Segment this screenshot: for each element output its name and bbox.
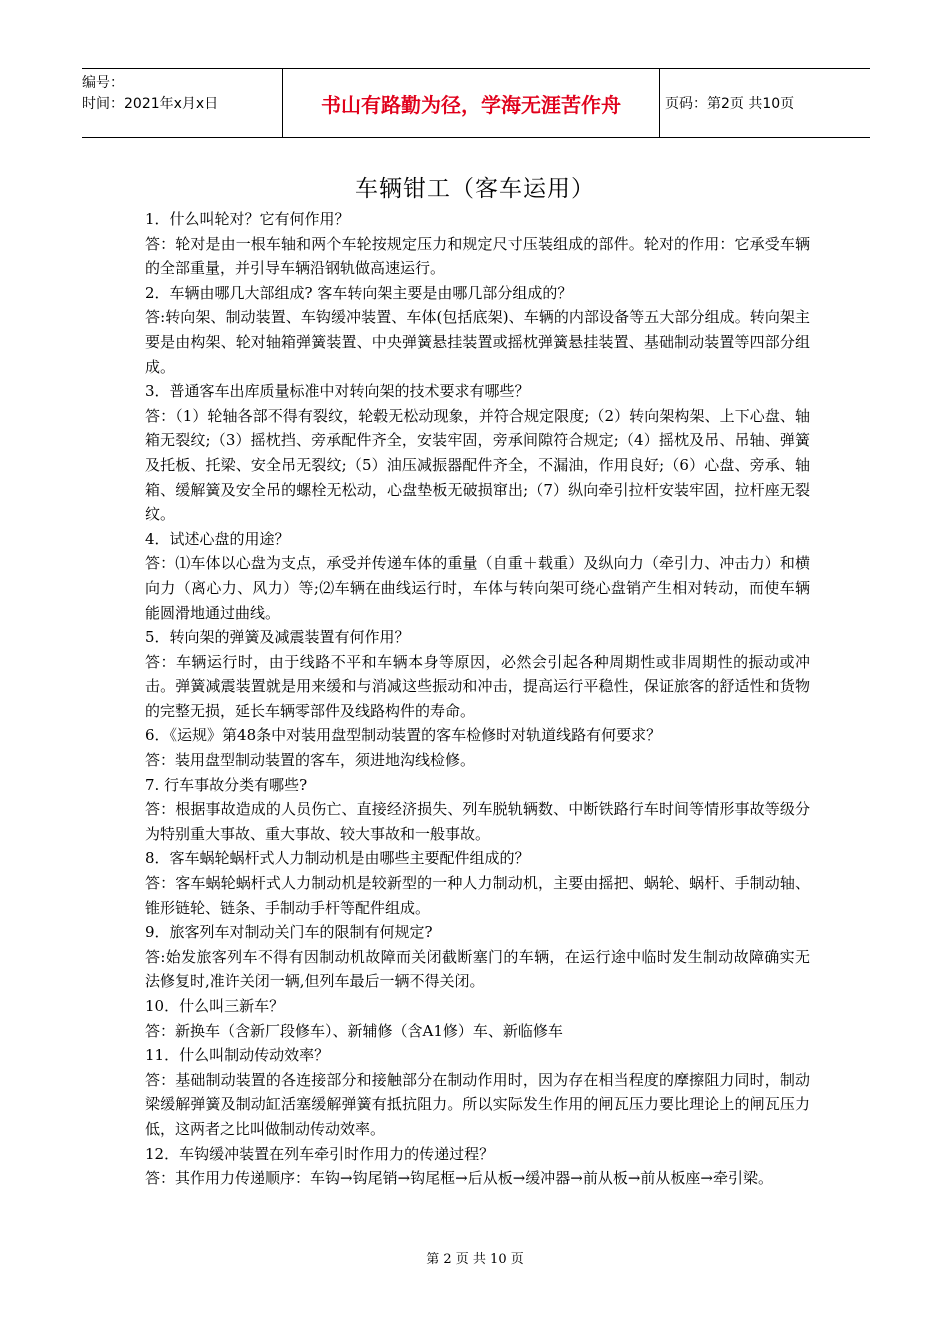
paragraph: 11．什么叫制动传动效率？ bbox=[145, 1046, 330, 1065]
paragraph: 答：轮对是由一根车轴和两个车轮按规定压力和规定尺寸压装组成的部件。轮对的作用：它承受车辆的全部重量，并引导车辆沿钢轨做高速运行。 bbox=[145, 234, 810, 278]
paragraph: 12．车钩缓冲装置在列车牵引时作用力的传递过程？ bbox=[145, 1144, 495, 1163]
paragraph: 1．什么叫轮对？它有何作用？ bbox=[145, 210, 350, 228]
paragraph: 答：（1）轮轴各部不得有裂纹，轮毂无松动现象，并符合规定限度;（2）转向架构架、上下心盘、轴箱无裂纹;（3）摇枕挡、旁承配件齐全，安装牢固，旁承间隙符合规定;（4）摇枕及吊、吊轴、弹簧及托板、托梁、安全吊无裂纹;（5）油压减振器配件齐全，不漏油，作用良好;（6）心盘、旁承、轴箱、缓解簧及安全吊的螺栓无松动，心盘垫板无破损窜出;（7）纵向牵引拉杆安装牢固，拉杆座无裂纹。 bbox=[145, 406, 810, 524]
paragraph: 答：车辆运行时，由于线路不平和车辆本身等原因，必然会引起各种周期性或非周期性的振动或冲击。弹簧减震装置就是用来缓和与消减这些振动和冲击，提高运行平稳性，保证旅客的舒适性和货物的完整无损，延长车辆零部件及线路构件的寿命。 bbox=[145, 652, 810, 720]
paragraph: 7. 行车事故分类有哪些? bbox=[145, 775, 308, 794]
paragraph: 10．什么叫三新车？ bbox=[145, 997, 285, 1015]
paragraph: 答：装用盘型制动装置的客车，须进地沟线检修。 bbox=[145, 751, 476, 770]
paragraph: 答：基础制动装置的各连接部分和接触部分在制动作用时，因为存在相当程度的摩擦阻力同时，制动梁缓解弹簧及制动缸活塞缓解弹簧有抵抗阻力。所以实际发生作用的闸瓦压力要比理论上的闸瓦压力低，这两者之比叫做制动传动效率。 bbox=[145, 1070, 810, 1138]
document-number-label: 编号： bbox=[82, 75, 124, 91]
paragraph: 3．普通客车出库质量标准中对转向架的技术要求有哪些？ bbox=[145, 382, 530, 401]
document-body bbox=[145, 207, 810, 1191]
paragraph: 答：新换车（含新厂段修车）、新辅修（含A1修）车、新临修车 bbox=[145, 1021, 563, 1040]
page-footer: 第 2 页 共 10 页 bbox=[426, 1252, 524, 1267]
document-header bbox=[82, 68, 870, 138]
paragraph: 6．《运规》第48条中对装用盘型制动装置的客车检修时对轨道线路有何要求？ bbox=[145, 726, 662, 745]
header-motto: 书山有路勤为径，学海无涯苦作舟 bbox=[282, 69, 660, 137]
page-title: 车辆钳工（客车运用） bbox=[355, 176, 595, 202]
document-date-label: 时间：2021年x月x日 bbox=[82, 96, 219, 112]
paragraph: 8．客车蜗轮蜗杆式人力制动机是由哪些主要配件组成的？ bbox=[145, 849, 530, 868]
paragraph: 答:始发旅客列车不得有因制动机故障而关闭截断塞门的车辆，在运行途中临时发生制动故障确实无法修复时,准许关闭一辆,但列车最后一辆不得关闭。 bbox=[145, 947, 810, 991]
paragraph: 答：客车蜗轮蜗杆式人力制动机是较新型的一种人力制动机，主要由摇把、蜗轮、蜗杆、手制动轴、锥形链轮、链条、手制动手杆等配件组成。 bbox=[145, 874, 810, 917]
paragraph: 9．旅客列车对制动关门车的限制有何规定? bbox=[145, 923, 433, 942]
header-page-label: 页码：第2页 共10页 bbox=[665, 96, 795, 112]
paragraph: 答：根据事故造成的人员伤亡、直接经济损失、列车脱轨辆数、中断铁路行车时间等情形事故等级分为特别重大事故、重大事故、较大事故和一般事故。 bbox=[145, 800, 810, 843]
paragraph: 2．车辆由哪几大部组成? 客车转向架主要是由哪几部分组成的？ bbox=[145, 283, 573, 302]
paragraph: 4．试述心盘的用途？ bbox=[145, 529, 290, 548]
paragraph: 答：⑴车体以心盘为支点，承受并传递车体的重量（自重＋载重）及纵向力（牵引力、冲击力）和横向力（离心力、风力）等;⑵车辆在曲线运行时，车体与转向架可绕心盘销产生相对转动，而使车辆能圆滑地通过曲线。 bbox=[145, 554, 810, 622]
paragraph: 答：其作用力传递顺序：车钩→钩尾销→钩尾框→后从板→缓冲器→前从板→前从板座→牵引梁。 bbox=[145, 1169, 773, 1188]
paragraph: 5．转向架的弹簧及减震装置有何作用？ bbox=[145, 628, 410, 647]
paragraph: 答:转向架、制动装置、车钩缓冲装置、车体(包括底架)、车辆的内部设备等五大部分组成。转向架主要是由构架、轮对轴箱弹簧装置、中央弹簧悬挂装置或摇枕弹簧悬挂装置、基础制动装置等四部分组成。 bbox=[145, 308, 810, 376]
header-info-cell bbox=[82, 69, 282, 137]
